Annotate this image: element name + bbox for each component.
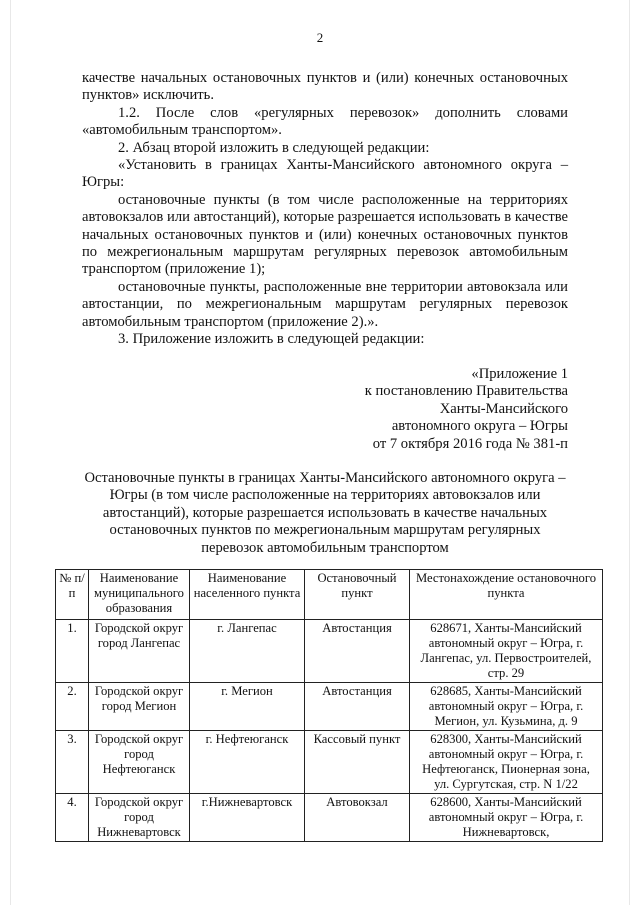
table-row [56,683,603,731]
cell-municipality: Городской округ город Лангепас [89,620,190,683]
cell-stop: Кассовый пункт [305,731,410,794]
cell-settlement: г. Нефтеюганск [190,731,305,794]
table-row [56,620,603,683]
column-header: Наименование муниципального образования [89,570,190,620]
table-title: Остановочные пункты в границах Ханты-Мансийского автономного округа – Югры (в том числе расположенные на территориях автовокзалов или автостанций), которые разрешается использовать в качестве начальных остановочных пунктов по межрегиональным маршрутам регулярных перевозок автомобильным транспортом [84,469,566,556]
paragraph: 3. Приложение изложить в следующей редакции: [118,331,425,348]
cell-number: 2. [56,683,89,731]
appendix-line: от 7 октября 2016 года № 381-п [372,435,568,452]
scan-edge-right [629,0,630,905]
cell-municipality: Городской округ город Нефтеюганск [89,731,190,794]
table-row [56,731,603,794]
paragraph: «Установить в границах Ханты-Мансийского автономного округа – Югры: [82,157,568,191]
cell-location: 628300, Ханты-Мансийский автономный округ – Югра, г. Нефтеюганск, Пионерная зона, ул. Сургутская, стр. N 1/22 [410,731,603,794]
column-header: № п/п [56,570,89,620]
cell-number: 3. [56,731,89,794]
cell-settlement: г. Мегион [190,683,305,731]
scan-edge-left [10,0,11,905]
page-number: 2 [316,30,324,45]
stops-table [55,569,603,842]
column-header: Наименование населенного пункта [190,570,305,620]
appendix-line: автономного округа – Югры [391,418,568,435]
table-row [56,794,603,842]
cell-stop: Автостанция [305,620,410,683]
cell-location: 628600, Ханты-Мансийский автономный округ – Югра, г. Нижневартовск, [410,794,603,842]
paragraph: остановочные пункты, расположенные вне территории автовокзала или автостанции, по межрегиональным маршрутам регулярных перевозок автомобильным транспортом (приложение 2).». [82,278,568,330]
paragraph: качестве начальных остановочных пунктов и (или) конечных остановочных пунктов» исключить. [82,70,568,104]
column-header: Местонахождение остановочного пункта [410,570,603,620]
cell-number: 4. [56,794,89,842]
paragraph: остановочные пункты (в том числе расположенные на территориях автовокзалов или автостанций), которые разрешается использовать в качестве начальных остановочных пунктов и (или) конечных остановочных пунктов по межрегиональным маршрутам регулярных перевозок автомобильным транспортом (приложение 1); [82,191,568,278]
cell-municipality: Городской округ город Нижневартовск [89,794,190,842]
paragraph: 2. Абзац второй изложить в следующей редакции: [118,139,430,156]
cell-number: 1. [56,620,89,683]
cell-stop: Автовокзал [305,794,410,842]
appendix-line: Ханты-Мансийского [439,400,568,417]
table-header-row [56,570,603,620]
document-body [82,70,568,557]
cell-stop: Автостанция [305,683,410,731]
column-header: Остановочный пункт [305,570,410,620]
cell-location: 628671, Ханты-Мансийский автономный округ – Югра, г. Лангепас, ул. Первостроителей, стр. 29 [410,620,603,683]
cell-location: 628685, Ханты-Мансийский автономный округ – Югра, г. Мегион, ул. Кузьмина, д. 9 [410,683,603,731]
cell-settlement: г. Лангепас [190,620,305,683]
appendix-line: к постановлению Правительства [364,383,568,400]
cell-settlement: г.Нижневартовск [190,794,305,842]
paragraph: 1.2. После слов «регулярных перевозок» дополнить словами «автомобильным транспортом». [82,104,568,139]
appendix-line: «Приложение 1 [471,365,568,382]
cell-municipality: Городской округ город Мегион [89,683,190,731]
appendix-header [82,366,568,453]
